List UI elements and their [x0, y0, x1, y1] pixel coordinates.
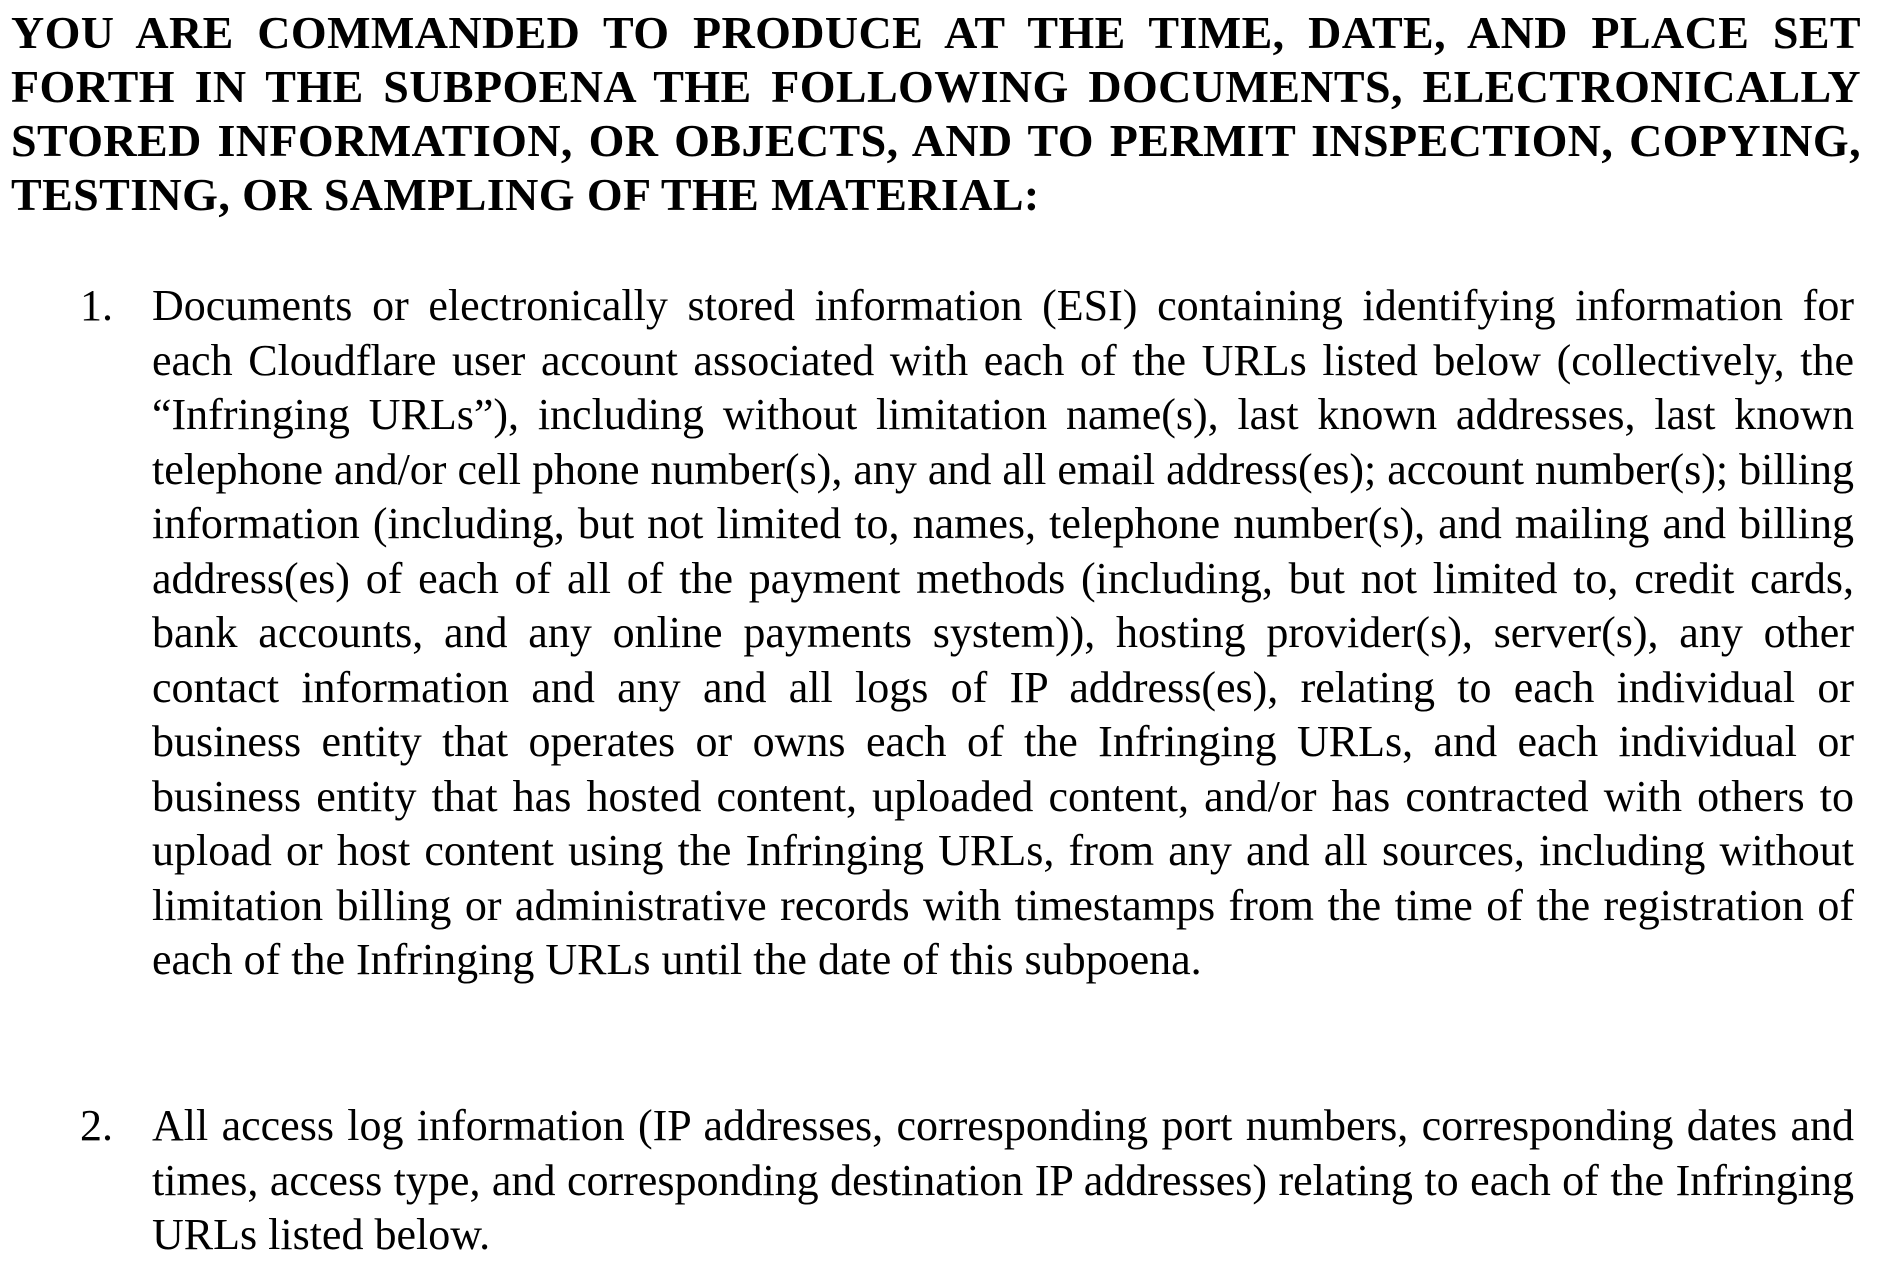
command-heading: YOU ARE COMMANDED TO PRODUCE AT THE TIME, DATE, AND PLACE SET FORTH IN THE SUBPOENA THE FOLLOWING DOCUMENTS, ELECTRONICALLY STORED INFORMATION, OR OBJECTS, AND TO PERMIT INSPECTION, COPYING, TESTING, OR SAMPLING OF THE MATERIAL: — [11, 7, 1861, 220]
request-text-1: Documents or electronically stored information (ESI) containing identifying information for each Cloudflare user account associated with each of the URLs listed below (collectively, the “Infringing URLs”), including without limitation name(s), last known addresses, last known telephone and/or cell phone number(s), any and all email address(es); account number(s); billing information (including, but not limited to, names, telephone number(s), and mailing and billing address(es) of each of all of the payment methods (including, but not limited to, credit cards, bank accounts, and any online payments system)), hosting provider(s), server(s), any other contact information and any and all logs of IP address(es), relating to each individual or business entity that operates or owns each of the Infringing URLs, and each individual or business entity that has hosted content, uploaded content, and/or has contracted with others to upload or host content using the Infringing URLs, from any and all sources, including without limitation billing or administrative records with timestamps from the time of the registration of each of the Infringing URLs until the date of this subpoena. — [152, 281, 1854, 984]
request-number-2: 2. — [80, 1101, 113, 1150]
request-text-2: All access log information (IP addresses, corresponding port numbers, corresponding dates and times, access type, and corresponding destination IP addresses) relating to each of the Infringing URLs listed below. — [152, 1101, 1854, 1259]
request-number-1: 1. — [80, 281, 113, 330]
